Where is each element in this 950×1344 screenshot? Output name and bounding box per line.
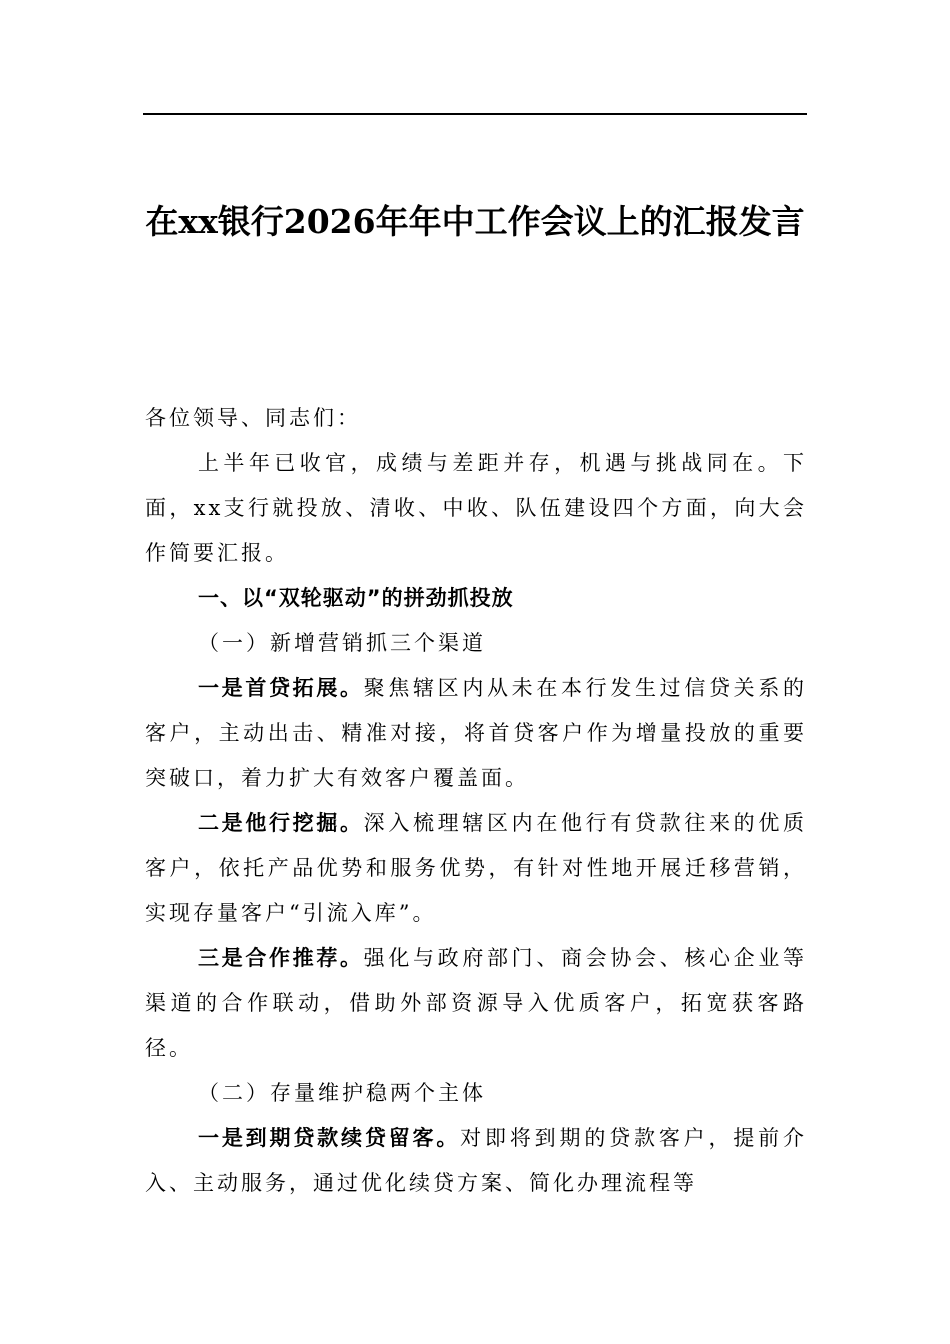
document-title: 在xx银行2026年年中工作会议上的汇报发言 bbox=[145, 202, 805, 241]
paragraph-lead: 二是他行挖掘。 bbox=[198, 811, 364, 835]
paragraph-lead: 三是合作推荐。 bbox=[198, 946, 364, 970]
paragraph-cooperation bbox=[145, 936, 807, 1071]
paragraph-first-loan bbox=[145, 666, 807, 801]
paragraph-lead: 一是首贷拓展。 bbox=[198, 676, 364, 700]
subsection-heading-2: （二）存量维护稳两个主体 bbox=[198, 1081, 486, 1105]
paragraph-text: 对即将到期的贷款客户，提前介入、主动服务，通过优化续贷方案、简化办理流程等 bbox=[145, 1126, 808, 1195]
paragraph-other-bank bbox=[145, 801, 807, 936]
paragraph-text: 聚焦辖区内从未在本行发生过信贷关系的客户，主动出击、精准对接，将首贷客户作为增量投放的重要突破口，着力扩大有效客户覆盖面。 bbox=[145, 676, 808, 790]
paragraph-text: 深入梳理辖区内在他行有贷款往来的优质客户，依托产品优势和服务优势，有针对性地开展迁移营销，实现存量客户“引流入库”。 bbox=[145, 811, 808, 925]
section-heading: 一、以“双轮驱动”的拼劲抓投放 bbox=[198, 586, 514, 610]
paragraph-lead: 一是到期贷款续贷留客。 bbox=[198, 1126, 461, 1150]
paragraph-renewal bbox=[145, 1116, 807, 1206]
document-body bbox=[145, 396, 807, 1206]
paragraph-text: 强化与政府部门、商会协会、核心企业等渠道的合作联动，借助外部资源导入优质客户，拓宽获客路径。 bbox=[145, 946, 808, 1060]
header-rule bbox=[143, 113, 807, 115]
salutation: 各位领导、同志们： bbox=[145, 406, 361, 430]
subsection-heading-1: （一）新增营销抓三个渠道 bbox=[198, 631, 486, 655]
intro-paragraph: 上半年已收官，成绩与差距并存，机遇与挑战同在。下面，xx支行就投放、清收、中收、队伍建设四个方面，向大会作简要汇报。 bbox=[145, 451, 807, 565]
